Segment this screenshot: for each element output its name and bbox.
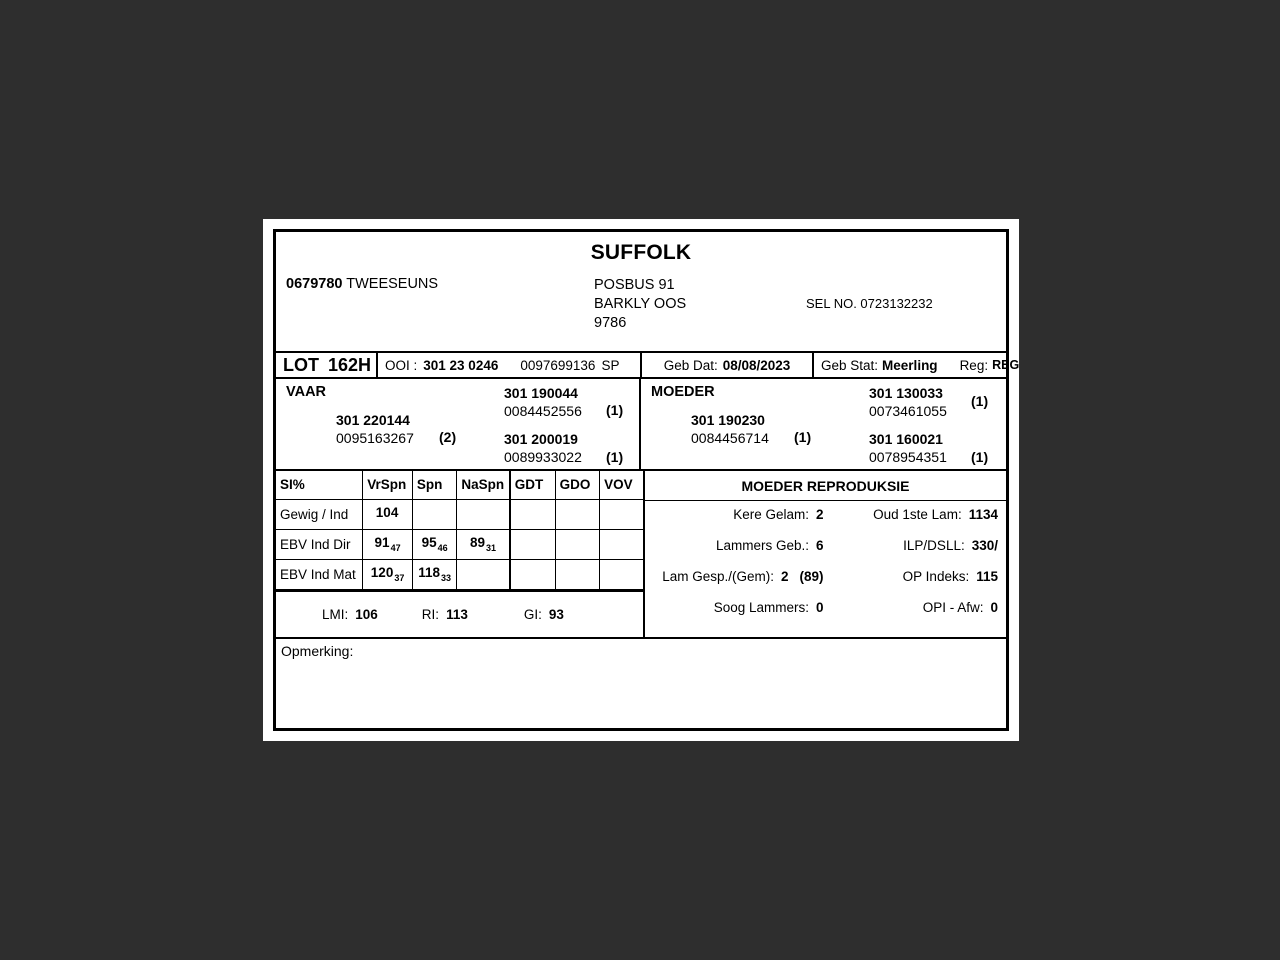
sire-parent-tag: 301 220144 [336, 412, 410, 428]
dam-parent-count: (1) [794, 429, 812, 445]
lmi-value: 106 [355, 606, 378, 622]
lot-label: LOT [283, 354, 319, 375]
reproduksie-value: 2 [815, 507, 824, 522]
remark-label: Opmerking: [281, 643, 354, 659]
birth-status-value: Meerling [882, 357, 938, 373]
dam-grandparent-bottom [869, 430, 947, 466]
reproduksie-value: 0 [815, 600, 824, 615]
si-row-label: EBV Ind Dir [276, 529, 363, 559]
sire-parent [336, 411, 414, 447]
si-col-vrspn: VrSpn [363, 471, 413, 499]
lot-row [276, 353, 1020, 379]
reproduksie-value: 0 [990, 600, 998, 615]
ooi-value: 301 23 0246 [423, 357, 499, 373]
si-cell: $95_{46}$ [412, 529, 456, 559]
reproduksie-value: 1134 [968, 507, 998, 522]
reproduksie-item [649, 600, 824, 631]
si-cell [600, 529, 643, 559]
table-row [276, 499, 643, 529]
dam-panel [641, 379, 1006, 469]
birth-date-cell [642, 353, 814, 377]
reproduksie-value: 115 [976, 569, 998, 584]
si-col-naspn: NaSpn [457, 471, 510, 499]
gi-index [524, 607, 564, 622]
birth-date-label: Geb Dat: [663, 357, 718, 373]
reproduksie-item [824, 538, 999, 569]
address-line-2: BARKLY OOS [594, 296, 687, 312]
reproduksie-label: Soog Lammers: [713, 600, 809, 615]
owner-name: TWEESEUNS [346, 276, 439, 292]
catalogue-page [263, 219, 1019, 741]
si-cell: $120_{37}$ [363, 559, 413, 589]
si-row-label: Gewig / Ind [276, 499, 363, 529]
dam-gp-bottom-tag: 301 160021 [869, 431, 943, 447]
dam-parent-tag: 301 190230 [691, 412, 765, 428]
sel-number: SEL NO. 0723132232 [806, 296, 933, 311]
lot-value: 162H [328, 354, 372, 375]
reproduksie-title: MOEDER REPRODUKSIE [645, 471, 1006, 501]
ri-label: RI: [421, 606, 440, 622]
si-cell [600, 559, 643, 589]
si-cell: $118_{33}$ [412, 559, 456, 589]
dam-gp-bottom-count: (1) [971, 449, 989, 465]
sire-parent-count: (2) [439, 429, 457, 445]
si-cell [457, 499, 510, 529]
reproduksie-label: OPI - Afw: [922, 600, 984, 615]
dam-grandparent-top [869, 384, 947, 420]
table-row [276, 559, 643, 589]
reproduksie-value: 330/ [971, 538, 998, 553]
gi-label: GI: [523, 606, 542, 622]
dam-gp-top-tag: 301 130033 [869, 385, 943, 401]
sire-title: VAAR [286, 384, 327, 400]
dam-gp-top-id: 0073461055 [869, 403, 947, 419]
si-cell [600, 499, 643, 529]
reproduksie-label: Kere Gelam: [733, 507, 809, 522]
pedigree-section [276, 379, 1006, 471]
reproduksie-item [649, 538, 824, 569]
si-col-gdo: GDO [555, 471, 599, 499]
birth-date-value: 08/08/2023 [722, 357, 791, 373]
dam-title: MOEDER [651, 384, 715, 400]
dam-parent [691, 411, 769, 447]
si-corner-label: SI% [276, 471, 363, 499]
reg-value: REG [992, 358, 1020, 372]
si-col-spn: Spn [412, 471, 456, 499]
sire-parent-id: 0095163267 [336, 430, 414, 446]
si-header-row [276, 471, 643, 499]
sire-gp-bottom-id: 0089933022 [504, 449, 582, 465]
reproduksie-item [649, 569, 824, 600]
reproduksie-label: OP Indeks: [902, 569, 970, 584]
si-cell [555, 529, 599, 559]
sire-gp-bottom-count: (1) [606, 449, 624, 465]
reproduksie-item [649, 507, 824, 538]
sire-grandparent-top [504, 384, 582, 420]
si-cell [510, 559, 555, 589]
si-table [276, 471, 643, 590]
gi-value: 93 [548, 606, 564, 622]
ooi-cell [378, 353, 642, 377]
dam-gp-top-count: (1) [971, 393, 989, 409]
reproduksie-panel [645, 471, 1006, 637]
lmi-index [322, 607, 378, 622]
sire-gp-top-id: 0084452556 [504, 403, 582, 419]
sire-gp-top-count: (1) [606, 402, 624, 418]
si-panel [276, 471, 645, 637]
sire-gp-bottom-tag: 301 200019 [504, 431, 578, 447]
si-cell [457, 559, 510, 589]
si-col-vov: VOV [600, 471, 643, 499]
sire-grandparent-bottom [504, 430, 582, 466]
address-line-1: POSBUS 91 [594, 277, 675, 293]
remark-section [276, 639, 1006, 728]
si-row-label: EBV Ind Mat [276, 559, 363, 589]
reproduksie-label: Lam Gesp./(Gem): [662, 569, 774, 584]
reproduksie-value: 2 [780, 569, 789, 584]
si-col-gdt: GDT [510, 471, 555, 499]
reproduksie-extra: (89) [799, 569, 824, 584]
header-details [276, 276, 1006, 336]
reg-label: Reg: [959, 357, 989, 373]
index-row [276, 590, 643, 638]
table-row [276, 529, 643, 559]
birth-status-cell [814, 353, 1020, 377]
si-cell [555, 559, 599, 589]
ooi-label: OOI : [385, 357, 418, 373]
reproduksie-label: ILP/DSLL: [903, 538, 965, 553]
reproduksie-grid [645, 501, 1006, 631]
reproduksie-value: 6 [815, 538, 824, 553]
reproduksie-label: Oud 1ste Lam: [873, 507, 962, 522]
si-cell: 104 [363, 499, 413, 529]
si-cell [555, 499, 599, 529]
ri-index [422, 607, 468, 622]
reproduksie-label: Lammers Geb.: [715, 538, 809, 553]
ooi-suffix: SP [601, 357, 620, 373]
address-line-3: 9786 [594, 315, 627, 331]
sire-gp-top-tag: 301 190044 [504, 385, 578, 401]
owner-line [286, 276, 438, 292]
si-cell [510, 529, 555, 559]
si-cell [412, 499, 456, 529]
card-header [276, 232, 1006, 353]
dam-gp-bottom-id: 0078954351 [869, 449, 947, 465]
reproduksie-item [824, 600, 999, 631]
lmi-label: LMI: [322, 606, 349, 622]
si-cell [510, 499, 555, 529]
owner-address [594, 276, 686, 333]
dam-parent-id: 0084456714 [691, 430, 769, 446]
sire-panel [276, 379, 641, 469]
ri-value: 113 [446, 606, 468, 622]
si-cell: $91_{47}$ [363, 529, 413, 559]
owner-number: 0679780 [286, 276, 343, 292]
reproduksie-item [824, 507, 999, 538]
reproduksie-item [824, 569, 999, 600]
breed-title: SUFFOLK [590, 241, 692, 264]
ooi-id: 0097699136 [520, 357, 596, 373]
lower-section [276, 471, 1006, 639]
lot-cell [276, 353, 378, 377]
si-cell: $89_{31}$ [457, 529, 510, 559]
birth-status-label: Geb Stat: [821, 357, 879, 373]
animal-catalogue-card [273, 229, 1020, 731]
